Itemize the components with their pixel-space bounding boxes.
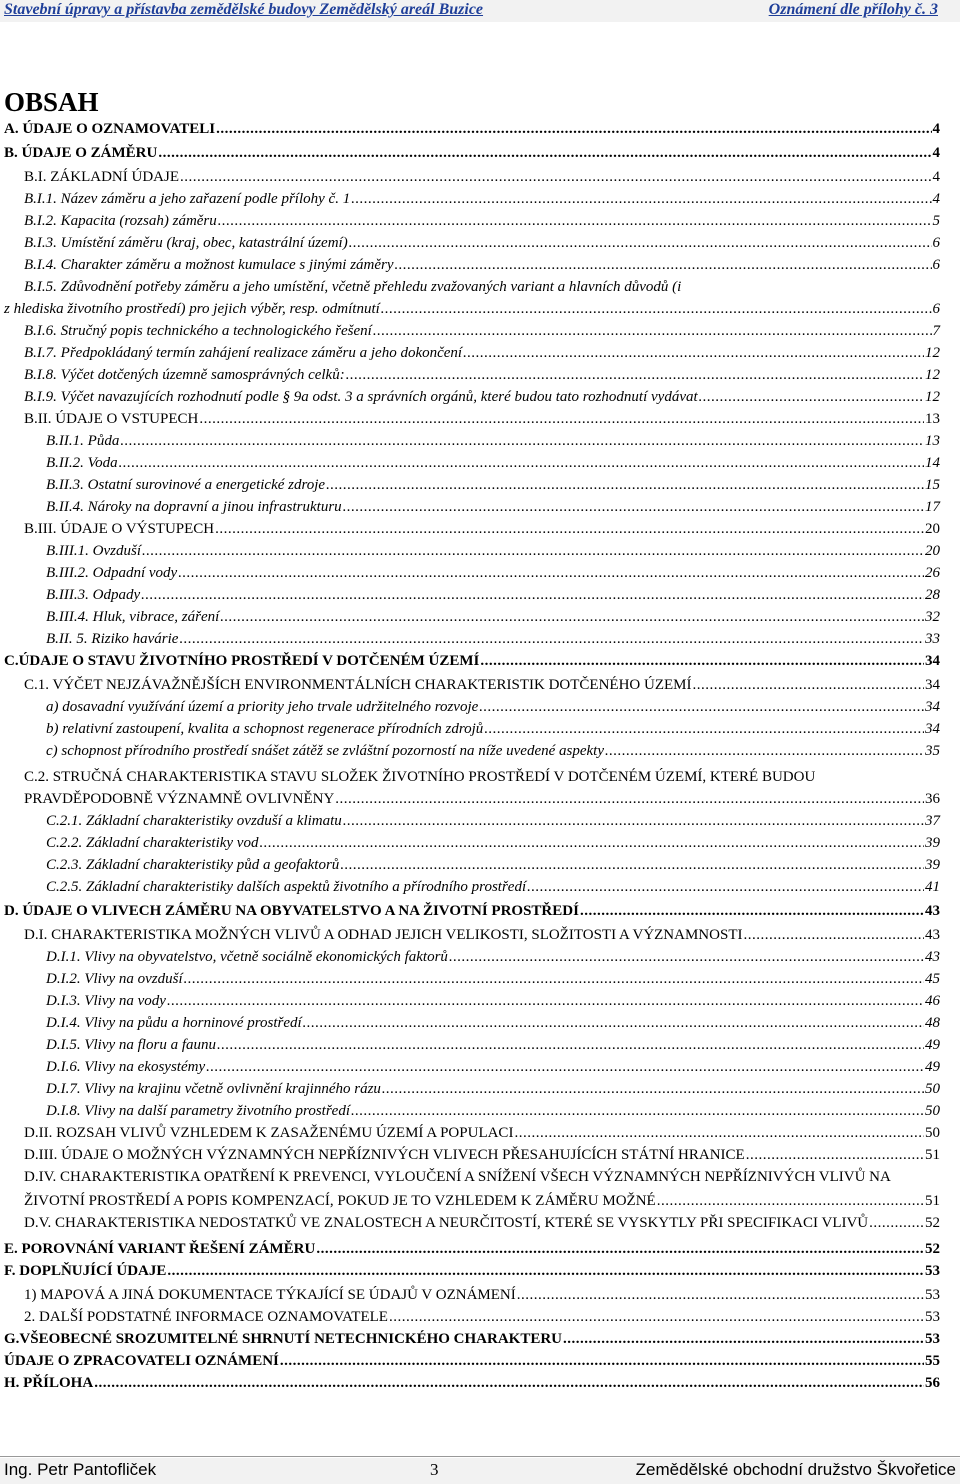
toc-dot-leader (580, 900, 924, 922)
toc-page-number: 17 (925, 499, 940, 515)
toc-entry[interactable] (46, 1078, 940, 1100)
toc-dot-leader (449, 946, 924, 968)
toc-dot-leader (343, 496, 924, 518)
toc-entry-title: A. ÚDAJE O OZNAMOVATELI (4, 121, 216, 137)
toc-entry[interactable] (4, 1328, 940, 1350)
toc-entry[interactable] (4, 650, 940, 672)
toc-page-number: 53 (925, 1263, 940, 1279)
toc-page-number: 14 (925, 455, 940, 471)
toc-entry[interactable] (24, 408, 940, 430)
toc-page-number: 12 (925, 345, 940, 361)
toc-entry-title: D.I. CHARAKTERISTIKA MOŽNÝCH VLIVŮ A ODHAD JEJICH VELIKOSTI, SLOŽITOSTI A VÝZNAMNOSTI (24, 927, 743, 943)
toc-entry[interactable] (46, 810, 940, 832)
toc-entry-title: C.2. STRUČNÁ CHARAKTERISTIKA STAVU SLOŽEK ŽIVOTNÍHO PROSTŘEDÍ V DOTČENÉM ÚZEMÍ, KTERÉ BUDOU (24, 769, 816, 785)
toc-entry-title: B.II.4. Nároky na dopravní a jinou infrastrukturu (46, 499, 342, 515)
toc-dot-leader (158, 142, 931, 164)
toc-entry[interactable] (24, 342, 940, 364)
toc-dot-leader (215, 518, 924, 540)
toc-entry[interactable] (24, 276, 940, 298)
page-footer (0, 1458, 960, 1484)
toc-page-number: 39 (925, 835, 940, 851)
toc-page-number: 4 (932, 145, 940, 161)
toc-entry-title: D.I.4. Vlivy na půdu a horninové prostředí (46, 1015, 302, 1031)
toc-dot-leader (389, 1306, 924, 1328)
toc-entry-title: B.I.3. Umístění záměru (kraj, obec, katastrální území) (24, 235, 348, 251)
toc-dot-leader (218, 210, 932, 232)
toc-entry[interactable] (46, 854, 940, 876)
header-project-title: Stavební úpravy a přístavba zemědělské budovy Zemědělský areál Buzice (4, 1, 484, 18)
page-title: OBSAH (4, 87, 99, 117)
toc-dot-leader (142, 540, 924, 562)
toc-page-number: 37 (925, 813, 940, 829)
toc-page-number: 20 (925, 521, 940, 537)
toc-dot-leader (220, 606, 924, 628)
toc-entry[interactable] (46, 832, 940, 854)
toc-page-number: 26 (925, 565, 940, 581)
toc-entry[interactable] (4, 1372, 940, 1394)
toc-entry-title: D. ÚDAJE O VLIVECH ZÁMĚRU NA OBYVATELSTVO A NA ŽIVOTNÍ PROSTŘEDÍ (4, 903, 579, 919)
footer-organization: Zemědělské obchodní družstvo Škvořetice (635, 1460, 956, 1479)
toc-entry[interactable] (24, 518, 940, 540)
toc-dot-leader (335, 788, 924, 810)
toc-entry-title: B.III.2. Odpadní vody (46, 565, 178, 581)
toc-entry-title: B.II.2. Voda (46, 455, 118, 471)
toc-entry[interactable] (24, 232, 940, 254)
toc-page-number: 53 (925, 1287, 940, 1303)
toc-dot-leader (514, 1122, 924, 1144)
toc-dot-leader (280, 1350, 924, 1372)
toc-dot-leader (119, 452, 924, 474)
toc-page-number: 32 (925, 609, 940, 625)
toc-dot-leader (349, 232, 932, 254)
toc-entry[interactable] (46, 474, 940, 496)
toc-entry[interactable] (24, 766, 940, 788)
toc-entry[interactable] (46, 562, 940, 584)
toc-entry[interactable] (46, 1100, 940, 1122)
toc-dot-leader (373, 320, 932, 342)
toc-entry-title: D.I.8. Vlivy na další parametry životního prostředí (46, 1103, 350, 1119)
toc-entry-title: D.I.6. Vlivy na ekosystémy (46, 1059, 206, 1075)
toc-page-number: 43 (925, 903, 940, 919)
toc-page-number: 43 (925, 949, 940, 965)
toc-entry[interactable] (46, 968, 940, 990)
toc-page-number: 15 (925, 477, 940, 493)
toc-page-number: 4 (932, 169, 940, 185)
toc-entry[interactable] (24, 1306, 940, 1328)
toc-entry-title: D.I.7. Vlivy na krajinu včetně ovlivnění krajinného rázu (46, 1081, 381, 1097)
toc-dot-leader (743, 924, 924, 946)
footer-author: Ing. Petr Pantofliček (4, 1460, 157, 1479)
toc-entry-title: D.II. ROZSAH VLIVŮ VZHLEDEM K ZASAŽENÉMU ÚZEMÍ A POPULACI (24, 1125, 514, 1141)
toc-dot-leader (179, 628, 924, 650)
toc-page-number: 28 (925, 587, 940, 603)
toc-entry-title: C.2.2. Základní charakteristiky vod (46, 835, 259, 851)
toc-page-number: 34 (925, 721, 940, 737)
toc-entry-title: PRAVDĚPODOBNĚ VÝZNAMNĚ OVLIVNĚNY (24, 791, 335, 807)
toc-entry[interactable] (46, 628, 940, 650)
toc-entry[interactable] (46, 1034, 940, 1056)
toc-entry-title: B.I.8. Výčet dotčených územně samosprávných celků: (24, 367, 345, 383)
footer-divider (0, 1456, 960, 1457)
toc-entry-title: C.2.1. Základní charakteristiky ovzduší a klimatu (46, 813, 342, 829)
toc-page-number: 49 (925, 1037, 940, 1053)
toc-entry[interactable] (4, 1238, 940, 1260)
toc-entry-title: B.III. ÚDAJE O VÝSTUPECH (24, 521, 215, 537)
toc-dot-leader (259, 832, 924, 854)
toc-dot-leader (869, 1212, 924, 1234)
toc-page-number: 52 (925, 1215, 940, 1231)
toc-page-number: 6 (932, 235, 940, 251)
toc-entry[interactable] (46, 606, 940, 628)
footer-page-number: 3 (430, 1460, 439, 1479)
toc-entry-title: 1) MAPOVÁ A JINÁ DOKUMENTACE TÝKAJÍCÍ SE ÚDAJŮ V OZNÁMENÍ (24, 1287, 516, 1303)
toc-entry[interactable] (46, 540, 940, 562)
toc-entry-title: D.I.3. Vlivy na vody (46, 993, 166, 1009)
toc-page-number: 55 (925, 1353, 940, 1369)
toc-dot-leader (180, 166, 932, 188)
toc-entry[interactable] (4, 1350, 940, 1372)
toc-entry[interactable] (24, 320, 940, 342)
toc-entry[interactable] (4, 1260, 940, 1282)
toc-entry[interactable] (24, 386, 940, 408)
toc-dot-leader (216, 118, 931, 140)
toc-entry-title: C.2.3. Základní charakteristiky půd a geofaktorů (46, 857, 340, 873)
toc-entry[interactable] (24, 364, 940, 386)
toc-page-number: 48 (925, 1015, 940, 1031)
toc-dot-leader (527, 876, 924, 898)
toc-dot-leader (94, 1372, 924, 1394)
toc-entry-title: B.I.2. Kapacita (rozsah) záměru (24, 213, 217, 229)
toc-dot-leader (303, 1012, 924, 1034)
toc-page-number: 53 (925, 1309, 940, 1325)
toc-dot-leader (480, 650, 924, 672)
toc-page-number: 12 (925, 389, 940, 405)
toc-entry-title: H. PŘÍLOHA (4, 1375, 94, 1391)
toc-dot-leader (141, 584, 924, 606)
toc-entry-title: B.II.1. Půda (46, 433, 120, 449)
toc-dot-leader (178, 562, 924, 584)
toc-entry[interactable] (46, 740, 940, 762)
toc-dot-leader (746, 1144, 924, 1166)
toc-page-number: 56 (925, 1375, 940, 1391)
toc-entry[interactable] (24, 1122, 940, 1144)
toc-entry[interactable] (46, 1012, 940, 1034)
toc-page-number: 43 (925, 927, 940, 943)
toc-entry[interactable] (4, 900, 940, 922)
toc-entry[interactable] (24, 1144, 940, 1166)
toc-entry-title: D.I.1. Vlivy na obyvatelstvo, včetně sociálně ekonomických faktorů (46, 949, 448, 965)
toc-page-number: 4 (932, 191, 940, 207)
toc-entry[interactable] (4, 118, 940, 140)
toc-entry-title: B.I. ZÁKLADNÍ ÚDAJE (24, 169, 179, 185)
toc-entry-title: ÚDAJE O ZPRACOVATELI OZNÁMENÍ (4, 1353, 279, 1369)
toc-entry[interactable] (24, 1166, 940, 1188)
toc-entry-title: B.I.9. Výčet navazujících rozhodnutí podle § 9a odst. 3 a správních orgánů, které budou tato rozhodnutí vydávat (24, 389, 698, 405)
toc-entry-title: B.II. 5. Riziko havárie (46, 631, 179, 647)
toc-dot-leader (120, 430, 924, 452)
toc-entry[interactable] (4, 298, 940, 320)
header-document-type: Oznámení dle přílohy č. 3 (768, 1, 938, 18)
toc-page-number: 52 (925, 1241, 940, 1257)
toc-dot-leader (351, 188, 931, 210)
toc-page-number: 49 (925, 1059, 940, 1075)
toc-entry-title: B.I.4. Charakter záměru a možnost kumulace s jinými záměry (24, 257, 394, 273)
toc-dot-leader (316, 1238, 924, 1260)
toc-entry[interactable] (24, 1212, 940, 1234)
toc-dot-leader (340, 854, 924, 876)
toc-entry-title: z hlediska životního prostředí) pro jejich výběr, resp. odmítnutí (4, 301, 380, 317)
page-header (0, 0, 960, 22)
toc-page-number: 13 (925, 411, 940, 427)
toc-entry[interactable] (24, 254, 940, 276)
toc-entry[interactable] (46, 876, 940, 898)
toc-entry-title: a) dosavadní využívání území a priority jeho trvale udržitelného rozvoje (46, 699, 479, 715)
toc-dot-leader (343, 810, 924, 832)
toc-dot-leader (326, 474, 924, 496)
toc-entry[interactable] (46, 946, 940, 968)
toc-entry[interactable] (46, 584, 940, 606)
toc-entry[interactable] (46, 496, 940, 518)
toc-entry-title: B.I.6. Stručný popis technického a technologického řešení (24, 323, 372, 339)
toc-entry[interactable] (46, 696, 940, 718)
toc-entry-title: B.III.4. Hluk, vibrace, záření (46, 609, 220, 625)
toc-dot-leader (484, 718, 924, 740)
toc-page-number: 46 (925, 993, 940, 1009)
toc-dot-leader (206, 1056, 924, 1078)
toc-entry-title: E. POROVNÁNÍ VARIANT ŘEŠENÍ ZÁMĚRU (4, 1241, 316, 1257)
toc-page-number: 5 (932, 213, 940, 229)
toc-entry-title: B.II.3. Ostatní surovinové a energetické zdroje (46, 477, 326, 493)
toc-entry-title: B.I.1. Název záměru a jeho zařazení podle přílohy č. 1 (24, 191, 351, 207)
toc-dot-leader (605, 740, 924, 762)
toc-page-number: 4 (932, 121, 940, 137)
toc-entry-title: B.III.3. Odpady (46, 587, 141, 603)
toc-dot-leader (699, 386, 924, 408)
toc-dot-leader (217, 1034, 924, 1056)
toc-entry-title: ŽIVOTNÍ PROSTŘEDÍ A POPIS KOMPENZACÍ, POKUD JE TO VZHLEDEM K ZÁMĚRU MOŽNÉ (24, 1193, 656, 1209)
toc-entry[interactable] (4, 142, 940, 164)
toc-entry-title: C.ÚDAJE O STAVU ŽIVOTNÍHO PROSTŘEDÍ V DOTČENÉM ÚZEMÍ (4, 653, 480, 669)
toc-entry[interactable] (24, 188, 940, 210)
toc-entry-title: B.I.5. Zdůvodnění potřeby záměru a jeho umístění, včetně přehledu zvažovaných variant a hlavních důvodů (i (24, 279, 682, 295)
toc-entry-title: C.2.5. Základní charakteristiky dalších aspektů životního a přírodního prostředí (46, 879, 527, 895)
toc-entry-title: F. DOPLŇUJÍCÍ ÚDAJE (4, 1263, 167, 1279)
toc-page-number: 6 (932, 257, 940, 273)
toc-entry-title: B.III.1. Ovzduší (46, 543, 141, 559)
toc-entry[interactable] (24, 1284, 940, 1306)
toc-dot-leader (184, 968, 924, 990)
toc-page-number: 7 (932, 323, 940, 339)
toc-page-number: 33 (925, 631, 940, 647)
toc-page-number: 41 (925, 879, 940, 895)
toc-page-number: 51 (925, 1193, 940, 1209)
toc-dot-leader (199, 408, 924, 430)
toc-dot-leader (395, 254, 932, 276)
toc-dot-leader (657, 1190, 924, 1212)
toc-entry[interactable] (24, 210, 940, 232)
toc-page-number: 35 (925, 743, 940, 759)
toc-page-number: 34 (925, 653, 940, 669)
toc-dot-leader (382, 1078, 924, 1100)
toc-entry-title: B.I.7. Předpokládaný termín zahájení realizace záměru a jeho dokončení (24, 345, 463, 361)
toc-entry[interactable] (46, 430, 940, 452)
toc-entry-title: C.1. VÝČET NEJZÁVAŽNĚJŠÍCH ENVIRONMENTÁLNÍCH CHARAKTERISTIK DOTČENÉHO ÚZEMÍ (24, 677, 692, 693)
toc-entry-title: D.IV. CHARAKTERISTIKA OPATŘENÍ K PREVENCI, VYLOUČENÍ A SNÍŽENÍ VŠECH VÝZNAMNÝCH NEPŘÍZNIVÝCH VLIVŮ NA (24, 1169, 891, 1185)
toc-page-number: 12 (925, 367, 940, 383)
toc-entry-title: D.III. ÚDAJE O MOŽNÝCH VÝZNAMNÝCH NEPŘÍZNIVÝCH VLIVECH PŘESAHUJÍCÍCH STÁTNÍ HRANICE (24, 1147, 745, 1163)
toc-entry-title: B. ÚDAJE O ZÁMĚRU (4, 145, 158, 161)
toc-dot-leader (692, 674, 924, 696)
toc-entry[interactable] (24, 788, 940, 810)
toc-page-number: 50 (925, 1103, 940, 1119)
toc-page-number: 51 (925, 1147, 940, 1163)
toc-entry[interactable] (24, 166, 940, 188)
toc-page-number: 50 (925, 1125, 940, 1141)
toc-page-number: 13 (925, 433, 940, 449)
toc-entry[interactable] (46, 990, 940, 1012)
toc-entry[interactable] (46, 718, 940, 740)
toc-entry[interactable] (46, 1056, 940, 1078)
toc-entry-title: G.VŠEOBECNÉ SROZUMITELNÉ SHRNUTÍ NETECHNICKÉHO CHARAKTERU (4, 1331, 563, 1347)
toc-entry-title: 2. DALŠÍ PODSTATNÉ INFORMACE OZNAMOVATELE (24, 1309, 388, 1325)
toc-dot-leader (517, 1284, 924, 1306)
toc-dot-leader (463, 342, 924, 364)
toc-dot-leader (381, 298, 932, 320)
toc-dot-leader (563, 1328, 924, 1350)
toc-dot-leader (479, 696, 924, 718)
toc-entry[interactable] (24, 924, 940, 946)
toc-entry-title: D.I.2. Vlivy na ovzduší (46, 971, 183, 987)
toc-entry-title: c) schopnost přírodního prostředí snášet zátěž se zvláštní pozorností na níže uvedené aspekty (46, 743, 605, 759)
toc-entry[interactable] (46, 452, 940, 474)
toc-page-number: 36 (925, 791, 940, 807)
toc-dot-leader (346, 364, 924, 386)
toc-entry-title: B.II. ÚDAJE O VSTUPECH (24, 411, 199, 427)
toc-page-number: 6 (932, 301, 940, 317)
toc-entry-title: D.V. CHARAKTERISTIKA NEDOSTATKŮ VE ZNALOSTECH A NEURČITOSTÍ, KTERÉ SE VYSKYTLY PŘI SPECIFIKACI VLIVŮ (24, 1215, 869, 1231)
toc-entry[interactable] (24, 1190, 940, 1212)
toc-dot-leader (167, 990, 924, 1012)
toc-entry-title: b) relativní zastoupení, kvalita a schopnost regenerace přírodních zdrojů (46, 721, 484, 737)
toc-page-number: 53 (925, 1331, 940, 1347)
toc-page-number: 34 (925, 699, 940, 715)
toc-page-number: 50 (925, 1081, 940, 1097)
toc-page-number: 39 (925, 857, 940, 873)
toc-dot-leader (167, 1260, 924, 1282)
toc-page-number: 45 (925, 971, 940, 987)
toc-dot-leader (351, 1100, 924, 1122)
toc-page-number: 34 (925, 677, 940, 693)
toc-entry-title: D.I.5. Vlivy na floru a faunu (46, 1037, 216, 1053)
toc-entry[interactable] (24, 674, 940, 696)
toc-page-number: 20 (925, 543, 940, 559)
